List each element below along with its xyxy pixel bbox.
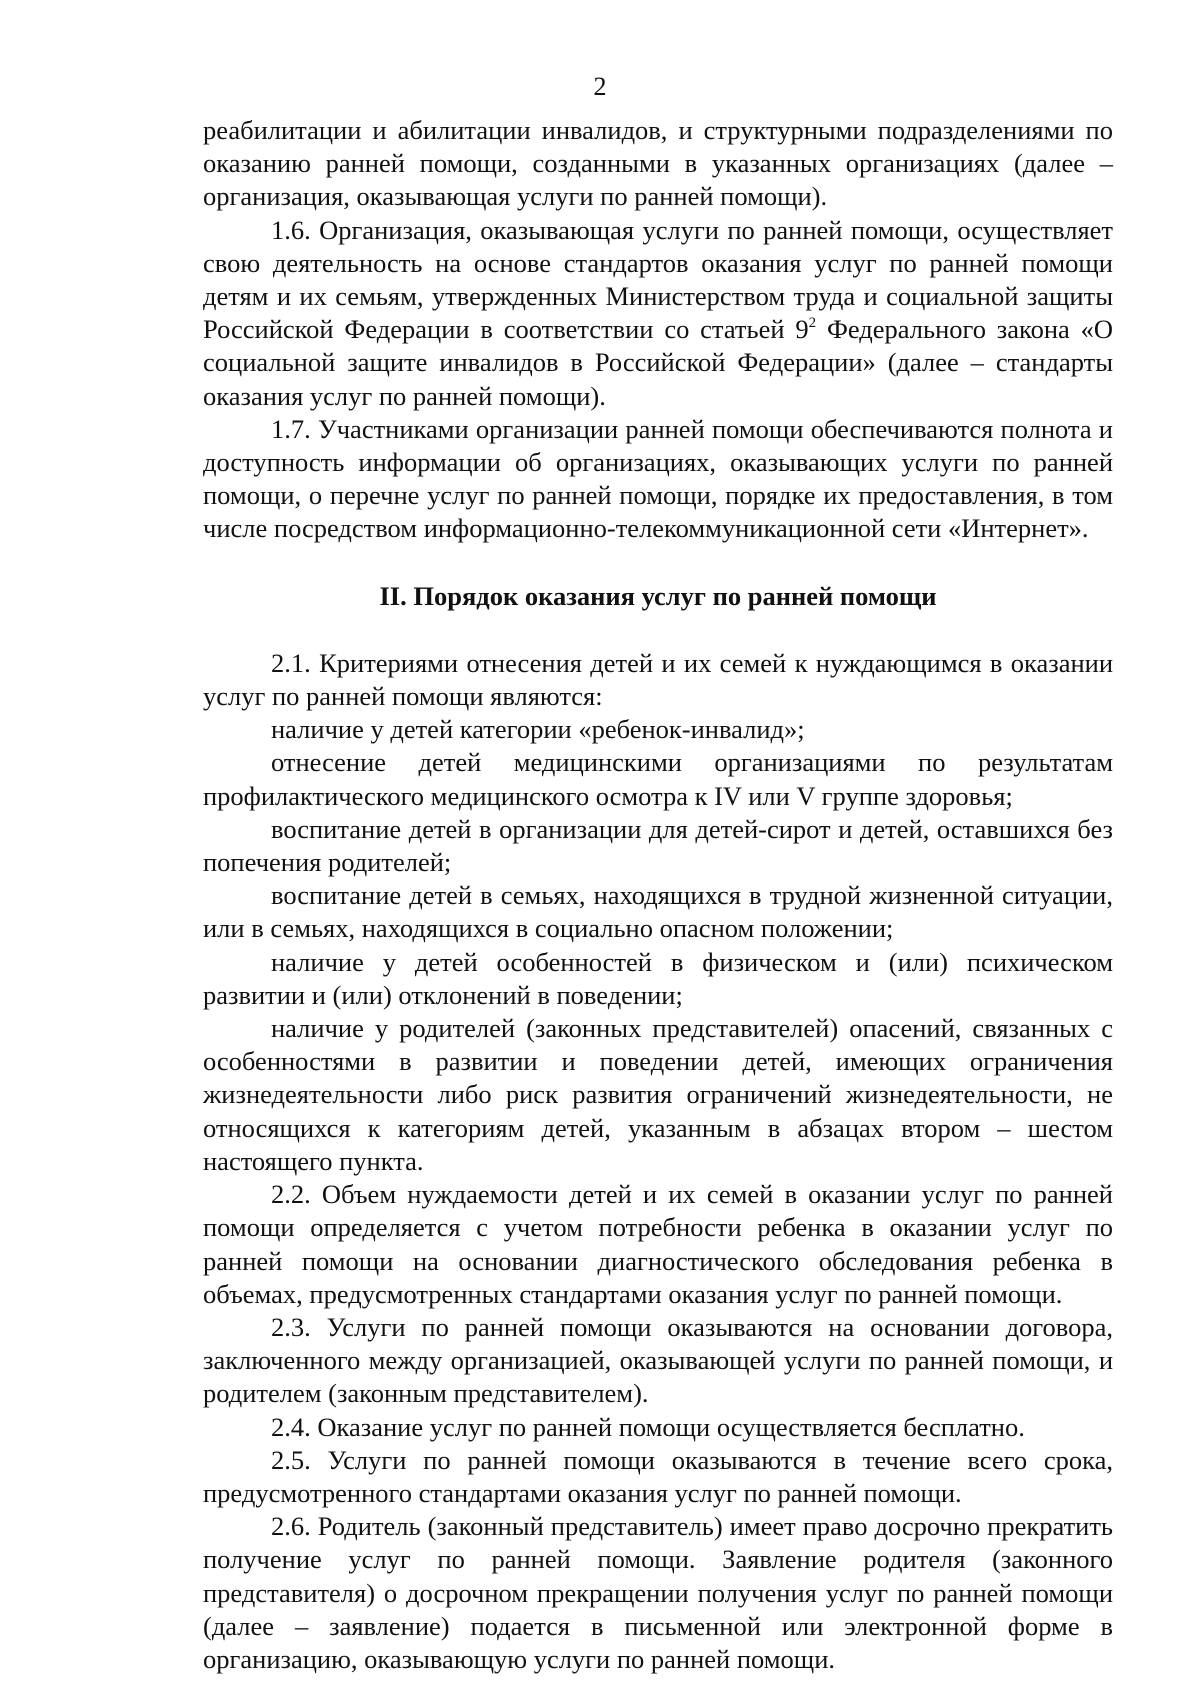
section-heading: II. Порядок оказания услуг по ранней помощи	[379, 580, 937, 611]
page-number: 2	[593, 72, 607, 101]
paragraph-2-4: 2.4. Оказание услуг по ранней помощи осуществляется бесплатно.	[271, 1411, 1025, 1442]
criteria-item: отнесение детей медицинскими организациями по результатам профилактического медицинского осмотра к IV или V группе здоровья;	[203, 747, 1113, 811]
paragraph-text: Федерального закона «О социальной защите инвалидов в Российской Федерации» (далее – стандарты оказания услуг по ранней помощи).	[203, 314, 1113, 411]
paragraph-2-6: 2.6. Родитель (законный представитель) имеет право досрочно прекратить получение услуг по ранней помощи. Заявление родителя (законного представителя) о досрочном прекращении получения услуг по ранней помощи (далее – заявление) подается в письменной или электронной форме в организацию, оказывающую услуги по ранней помощи.	[203, 1511, 1113, 1674]
paragraph-1-6	[203, 214, 1113, 413]
criteria-item: воспитание детей в семьях, находящихся в трудной жизненной ситуации, или в семьях, находящихся в социально опасном положении;	[203, 880, 1113, 944]
paragraph-continuation: реабилитации и абилитации инвалидов, и структурными подразделениями по оказанию ранней помощи, созданными в указанных организациях (далее – организация, оказывающая услуги по ранней помощи).	[203, 115, 1113, 212]
document-body	[203, 114, 1113, 1676]
paragraph-2-3: 2.3. Услуги по ранней помощи оказываются на основании договора, заключенного между организацией, оказывающей услуги по ранней помощи, и родителем (законным представителем).	[203, 1311, 1113, 1409]
paragraph-text: 1.6. Организация, оказывающая услуги по ранней помощи, осуществляет свою деятельность на основе стандартов оказания услуг по ранней помощи детям и их семьям, утвержденных Министерством труда и социальной защиты Российской Федерации в соответствии со статьей 9	[203, 214, 1113, 345]
criteria-item: наличие у детей особенностей в физическом и (или) психическом развитии и (или) отклонений в поведении;	[203, 946, 1113, 1010]
criteria-item: наличие у родителей (законных представителей) опасений, связанных с особенностями в развитии и поведении детей, имеющих ограничения жизнедеятельности либо риск развития ограничений жизнедеятельности, не относящихся к категориям детей, указанным в абзацах втором – шестом настоящего пункта.	[203, 1013, 1113, 1176]
superscript: 2	[808, 315, 817, 332]
criteria-item: наличие у детей категории «ребенок-инвалид»;	[271, 714, 805, 745]
criteria-item: воспитание детей в организации для детей-сирот и детей, оставшихся без попечения родителей;	[203, 813, 1113, 878]
paragraph-2-1: 2.1. Критериями отнесения детей и их семей к нуждающимся в оказании услуг по ранней помощи являются:	[203, 647, 1113, 712]
paragraph-2-2: 2.2. Объем нуждаемости детей и их семей в оказании услуг по ранней помощи определяется с учетом потребности ребенка в оказании услуг по ранней помощи на основании диагностического обследования ребенка в объемах, предусмотренных стандартами оказания услуг по ранней помощи.	[203, 1179, 1113, 1309]
paragraph-2-5: 2.5. Услуги по ранней помощи оказываются в течение всего срока, предусмотренного стандартами оказания услуг по ранней помощи.	[203, 1444, 1113, 1508]
paragraph-1-7: 1.7. Участниками организации ранней помощи обеспечиваются полнота и доступность информации об организациях, оказывающих услуги по ранней помощи, о перечне услуг по ранней помощи, порядке их предоставления, в том числе посредством информационно-телекоммуникационной сети «Интернет».	[203, 413, 1113, 544]
